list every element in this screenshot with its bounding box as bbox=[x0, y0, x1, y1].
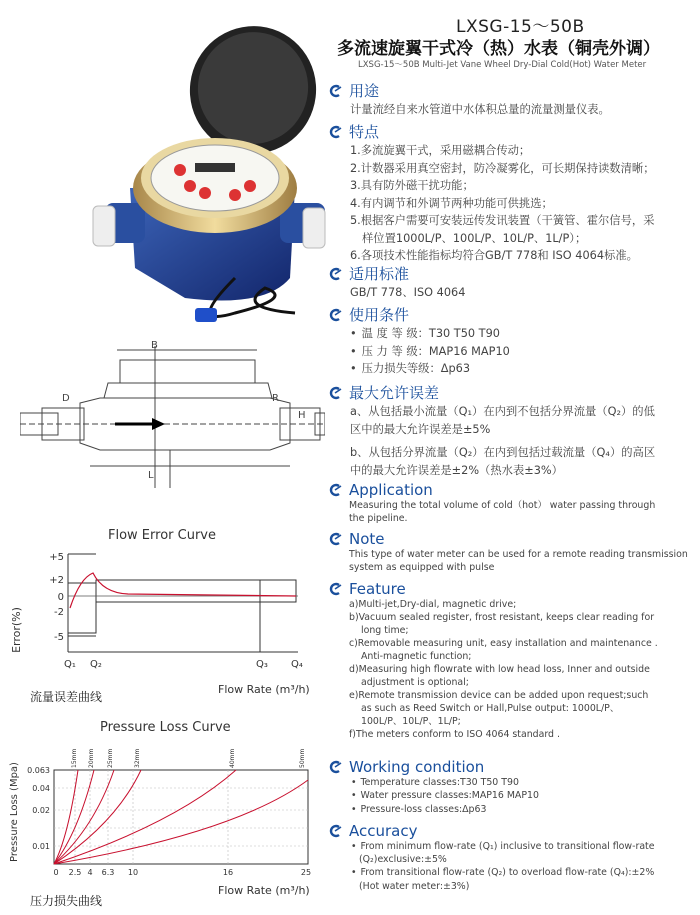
accuracy-item-2-cont: (Hot water meter:±3%) bbox=[359, 880, 470, 892]
application-title: Application bbox=[349, 481, 433, 499]
flow-xtick-q1: Q₁ bbox=[64, 659, 76, 670]
water-meter-photo bbox=[85, 8, 330, 328]
series-50mm: 50mm bbox=[299, 748, 306, 768]
flow-error-title: Flow Error Curve bbox=[108, 528, 216, 543]
c-bullet-icon bbox=[328, 582, 342, 596]
accuracy-item-1-cont: (Q₂)exclusive:±5% bbox=[359, 854, 447, 866]
flow-ytick-1: +5 bbox=[49, 552, 64, 563]
usage-title: 用途 bbox=[349, 82, 380, 100]
flow-ytick-3: 0 bbox=[57, 592, 64, 603]
section-usage-cn bbox=[328, 80, 698, 119]
dim-d-label: D bbox=[62, 393, 70, 404]
c-bullet-icon bbox=[328, 386, 342, 400]
flow-ytick-4: -2 bbox=[54, 607, 64, 618]
feature-line: b)Vacuum sealed register, frost resistant, keeps clear reading for bbox=[349, 612, 655, 623]
standard-title: 适用标准 bbox=[349, 265, 410, 283]
feature-line: a)Multi-jet,Dry-dial, magnetic drive; bbox=[349, 599, 517, 610]
section-header bbox=[328, 382, 698, 403]
pressure-loss-title: Pressure Loss Curve bbox=[100, 720, 231, 735]
condition-item-1: • 温 度 等 级：T30 T50 T90 bbox=[328, 325, 698, 343]
working-title: Working condition bbox=[349, 758, 485, 776]
c-bullet-icon bbox=[328, 267, 342, 281]
feature-item-1: 1.多流旋翼干式，采用磁耦合传动； bbox=[350, 144, 531, 157]
pressure-xtick-5: 16 bbox=[222, 868, 234, 877]
feature-item-3: 3.具有防外磁干扰功能； bbox=[350, 179, 474, 192]
flow-xtick-q3: Q₃ bbox=[256, 659, 268, 670]
application-line-1: Measuring the total volume of cold（hot） water passing through bbox=[349, 500, 656, 511]
product-subtitle: LXSG-15～50B Multi-Jet Vane Wheel Dry-Dial Cold(Hot) Water Meter bbox=[358, 60, 647, 70]
pressure-xtick-3: 6.3 bbox=[101, 868, 115, 877]
feature-line: e)Remote transmission device can be added upon request;such bbox=[349, 690, 649, 701]
series-32mm: 32mm bbox=[134, 748, 141, 768]
working-item-3: • Pressure-loss classes:Δp63 bbox=[328, 803, 698, 816]
flow-error-xlabel: Flow Rate (m³/h) bbox=[218, 683, 310, 696]
note-title: Note bbox=[349, 530, 385, 548]
pressure-ylabel: Pressure Loss (Mpa) bbox=[9, 762, 20, 862]
feature-line: c)Removable measuring unit, easy installation and maintenance . bbox=[349, 638, 658, 649]
feature-line: d)Measuring high flowrate with low head loss, Inner and outside bbox=[349, 664, 650, 675]
c-bullet-icon bbox=[328, 125, 342, 139]
error-item-a-cont: 区中的最大允许误差是±5% bbox=[350, 422, 491, 436]
section-error-cn bbox=[328, 382, 698, 479]
pressure-xtick-6: 25 bbox=[300, 868, 312, 877]
dim-b-label: B bbox=[151, 340, 158, 351]
section-header bbox=[328, 481, 698, 499]
section-features-cn bbox=[328, 121, 698, 265]
section-header bbox=[328, 80, 698, 101]
flow-xtick-q4: Q₄ bbox=[291, 659, 303, 670]
working-item-2: • Water pressure classes:MAP16 MAP10 bbox=[328, 789, 698, 802]
flow-xtick-q2: Q₂ bbox=[90, 659, 102, 670]
pressure-loss-caption-cn: 压力损失曲线 bbox=[30, 894, 103, 908]
feature-title: Feature bbox=[349, 580, 406, 598]
feature-item-5-cont: 样位置1000L/P、100L/P、10L/P、1L/P）； bbox=[362, 231, 587, 245]
c-bullet-icon bbox=[328, 532, 342, 546]
error-item-b: b、从包括分界流量（Q₂）在内到包括过载流量（Q₄）的高区 bbox=[350, 446, 656, 459]
feature-line: f)The meters conform to ISO 4064 standard . bbox=[349, 729, 560, 740]
pressure-loss-xlabel: Flow Rate (m³/h) bbox=[218, 884, 310, 897]
c-bullet-icon bbox=[328, 483, 342, 497]
section-header bbox=[328, 121, 698, 142]
accuracy-item-2: • From transitional flow-rate (Q₂) to overload flow-rate (Q₄):±2% bbox=[328, 866, 698, 879]
application-line-2: the pipeline. bbox=[349, 513, 408, 524]
flow-error-chart bbox=[8, 548, 318, 678]
section-header bbox=[328, 822, 698, 840]
section-standard-cn bbox=[328, 263, 698, 302]
note-line-1: This type of water meter can be used for a remote reading transmission bbox=[349, 549, 688, 560]
c-bullet-icon bbox=[328, 308, 342, 322]
working-item-1: • Temperature classes:T30 T50 T90 bbox=[328, 776, 698, 789]
error-item-a: a、从包括最小流量（Q₁）在内到不包括分界流量（Q₂）的低 bbox=[350, 405, 655, 418]
feature-line: adjustment is optional; bbox=[361, 677, 469, 688]
dim-h-label: H bbox=[298, 410, 306, 421]
error-item-b-cont: 中的最大允许误差是±2%（热水表±3%） bbox=[350, 463, 563, 477]
flow-error-ylabel: Error(%) bbox=[10, 607, 23, 653]
feature-item-6: 6.各项技术性能指标均符合GB/T 778和 ISO 4064标准。 bbox=[350, 249, 638, 262]
pressure-ytick-3: 0.02 bbox=[32, 806, 50, 815]
section-note bbox=[328, 530, 698, 574]
section-header bbox=[328, 530, 698, 548]
dim-l-label: L bbox=[148, 470, 154, 481]
pressure-loss-chart bbox=[6, 748, 316, 883]
section-application bbox=[328, 481, 698, 525]
pressure-xtick-1: 2.5 bbox=[68, 868, 82, 877]
flow-ytick-5: -5 bbox=[54, 632, 64, 643]
section-working bbox=[328, 758, 698, 816]
condition-item-3: • 压力损失等级：Δp63 bbox=[328, 360, 698, 378]
series-40mm: 40mm bbox=[229, 748, 236, 768]
error-title: 最大允许误差 bbox=[349, 384, 440, 402]
pressure-ytick-2: 0.04 bbox=[32, 784, 50, 793]
c-bullet-icon bbox=[328, 824, 342, 838]
dim-r-label: R bbox=[272, 393, 279, 404]
accuracy-item-1: • From minimum flow-rate (Q₁) inclusive to transitional flow-rate bbox=[328, 840, 698, 853]
feature-line: Anti-magnetic function; bbox=[361, 651, 472, 662]
pressure-xtick-0: 0 bbox=[53, 868, 59, 877]
features-title: 特点 bbox=[349, 123, 380, 141]
section-header bbox=[328, 758, 698, 776]
series-25mm: 25mm bbox=[107, 748, 114, 768]
product-title-cn: 多流速旋翼干式冷（热）水表（铜壳外调） bbox=[337, 39, 660, 59]
conditions-title: 使用条件 bbox=[349, 306, 410, 324]
feature-line: as such as Reed Switch or Hall,Pulse output: 1000L/P、 bbox=[361, 703, 620, 714]
feature-item-5: 5.根据客户需要可安装远传发讯装置（干簧管、霍尔信号，采 bbox=[350, 214, 655, 227]
c-bullet-icon bbox=[328, 84, 342, 98]
series-15mm: 15mm bbox=[71, 748, 78, 768]
series-20mm: 20mm bbox=[88, 748, 95, 768]
pressure-ytick-1: 0.063 bbox=[27, 766, 50, 775]
feature-line: 100L/P、10L/P、1L/P; bbox=[361, 716, 461, 727]
section-accuracy bbox=[328, 822, 698, 893]
note-line-2: system as equipped with pulse bbox=[349, 562, 495, 573]
flow-error-caption-cn: 流量误差曲线 bbox=[30, 690, 103, 704]
section-conditions-cn bbox=[328, 304, 698, 378]
dimension-drawing bbox=[20, 338, 325, 493]
pressure-ytick-4: 0.01 bbox=[32, 842, 50, 851]
section-feature bbox=[328, 580, 698, 741]
flow-ytick-2: +2 bbox=[49, 575, 64, 586]
usage-text: 计量流经自来水管道中水体积总量的流量测量仪表。 bbox=[350, 103, 610, 116]
condition-item-2: • 压 力 等 级：MAP16 MAP10 bbox=[328, 343, 698, 361]
standard-text: GB/T 778、ISO 4064 bbox=[350, 286, 466, 299]
section-header bbox=[328, 263, 698, 284]
feature-item-4: 4.有内调节和外调节两种功能可供挑选； bbox=[350, 196, 553, 210]
feature-item-2: 2.计数器采用真空密封，防冷凝雾化，可长期保持读数清晰； bbox=[350, 161, 655, 175]
pressure-xtick-2: 4 bbox=[87, 868, 93, 877]
c-bullet-icon bbox=[328, 760, 342, 774]
section-header bbox=[328, 304, 698, 325]
product-model: LXSG-15～50B bbox=[456, 17, 585, 37]
accuracy-title: Accuracy bbox=[349, 822, 418, 840]
section-header bbox=[328, 580, 698, 598]
pressure-xtick-4: 10 bbox=[127, 868, 139, 877]
feature-line: long time; bbox=[361, 625, 409, 636]
